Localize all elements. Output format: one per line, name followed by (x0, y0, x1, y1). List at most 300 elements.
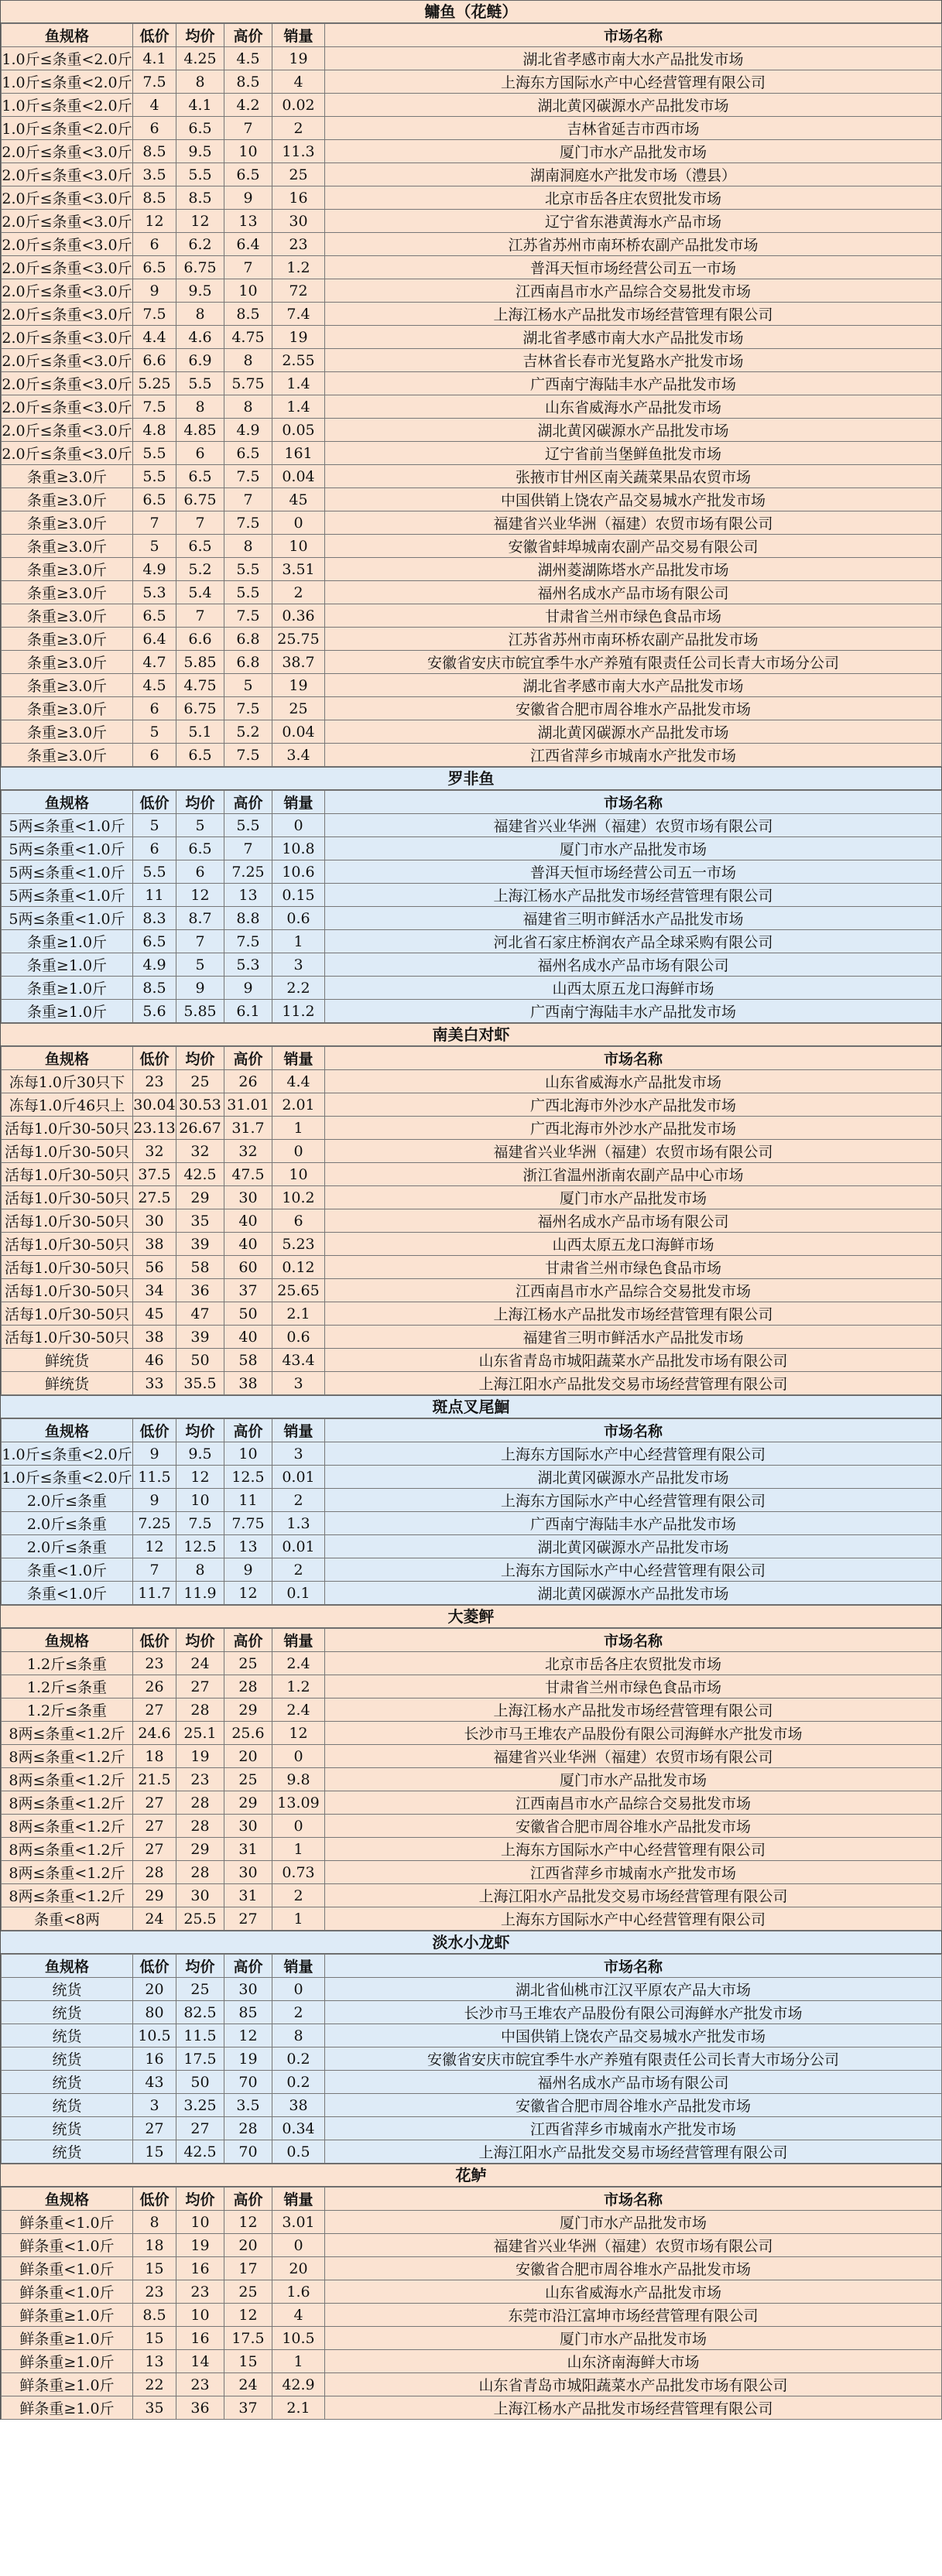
market-name-cell: 安徽省合肥市周谷堆水产品批发市场 (325, 697, 942, 720)
fish-spec-cell: 活每1.0斤30-50只 (2, 1117, 133, 1140)
low-price-cell: 28 (133, 1861, 176, 1884)
market-name-cell: 上海江阳水产品批发交易市场经营管理有限公司 (325, 1372, 942, 1395)
avg-price-cell: 7 (176, 604, 224, 628)
low-price-cell: 8.5 (133, 140, 176, 163)
volume-cell: 0.6 (272, 907, 325, 930)
table-row (2, 860, 942, 884)
low-price-cell: 12 (133, 210, 176, 233)
high-price-cell: 6.8 (224, 651, 272, 674)
fish-spec-cell: 1.0斤≤条重<2.0斤 (2, 70, 133, 94)
table-row (2, 1140, 942, 1163)
market-name-cell: 厦门市水产品批发市场 (325, 140, 942, 163)
avg-price-cell: 25 (176, 1070, 224, 1093)
market-name-cell: 安徽省安庆市皖宜季牛水产养殖有限责任公司长青大市场分公司 (325, 651, 942, 674)
avg-price-cell: 28 (176, 1815, 224, 1838)
low-price-cell: 6.5 (133, 604, 176, 628)
volume-cell: 25.65 (272, 1279, 325, 1302)
table-header-row (2, 1419, 942, 1442)
fish-spec-cell: 冻每1.0斤30只下 (2, 1070, 133, 1093)
high-price-cell: 7.5 (224, 744, 272, 767)
avg-price-cell: 42.5 (176, 1163, 224, 1186)
market-name-cell: 上海江阳水产品批发交易市场经营管理有限公司 (325, 2140, 942, 2164)
low-price-cell: 9 (133, 1442, 176, 1466)
high-price-cell: 5.5 (224, 558, 272, 581)
low-price-cell: 23 (133, 2280, 176, 2304)
avg-price-cell: 8.7 (176, 907, 224, 930)
low-price-cell: 18 (133, 1745, 176, 1768)
market-name-cell: 上海东方国际水产中心经营管理有限公司 (325, 1907, 942, 1931)
high-price-cell: 31 (224, 1838, 272, 1861)
volume-cell: 10.8 (272, 837, 325, 860)
table-row (2, 1256, 942, 1279)
avg-price-cell: 24 (176, 1652, 224, 1675)
price-table (1, 1046, 942, 1395)
avg-price-header: 均价 (176, 24, 224, 47)
spec-header: 鱼规格 (2, 1047, 133, 1070)
market-name-cell: 山东省威海水产品批发市场 (325, 2280, 942, 2304)
volume-cell: 7.4 (272, 303, 325, 326)
table-row (2, 2304, 942, 2327)
fish-spec-cell: 2.0斤≤条重<3.0斤 (2, 233, 133, 256)
low-price-cell: 6.5 (133, 930, 176, 953)
market-name-cell: 江西南昌市水产品综合交易批发市场 (325, 279, 942, 303)
market-name-cell: 广西南宁海陆丰水产品批发市场 (325, 1512, 942, 1535)
avg-price-cell: 25.5 (176, 1907, 224, 1931)
volume-cell: 10.6 (272, 860, 325, 884)
low-price-cell: 5 (133, 535, 176, 558)
market-name-cell: 湖北黄冈碳源水产品批发市场 (325, 1582, 942, 1605)
high-price-cell: 50 (224, 1302, 272, 1326)
low-price-cell: 6 (133, 837, 176, 860)
table-row (2, 1815, 942, 1838)
high-price-cell: 13 (224, 210, 272, 233)
volume-cell: 38.7 (272, 651, 325, 674)
high-price-cell: 7 (224, 837, 272, 860)
fish-spec-cell: 1.0斤≤条重<2.0斤 (2, 117, 133, 140)
fish-spec-cell: 活每1.0斤30-50只 (2, 1302, 133, 1326)
fish-spec-cell: 2.0斤≤条重<3.0斤 (2, 279, 133, 303)
fish-spec-cell: 鲜条重≥1.0斤 (2, 2327, 133, 2350)
market-name-cell: 江西省萍乡市城南水产批发市场 (325, 1861, 942, 1884)
high-price-cell: 24 (224, 2373, 272, 2396)
avg-price-cell: 12.5 (176, 1535, 224, 1558)
high-price-cell: 4.9 (224, 419, 272, 442)
low-price-cell: 27 (133, 1791, 176, 1815)
volume-header: 销量 (272, 1955, 325, 1978)
fish-spec-cell: 活每1.0斤30-50只 (2, 1209, 133, 1233)
spec-header: 鱼规格 (2, 1419, 133, 1442)
high-price-cell: 7.5 (224, 930, 272, 953)
volume-cell: 38 (272, 2094, 325, 2117)
fish-spec-cell: 条重≥1.0斤 (2, 930, 133, 953)
market-name-cell: 辽宁省前当堡鲜鱼批发市场 (325, 442, 942, 465)
market-name-cell: 山西太原五龙口海鲜市场 (325, 977, 942, 1000)
table-row (2, 1861, 942, 1884)
table-row (2, 326, 942, 349)
low-price-cell: 7.5 (133, 395, 176, 419)
table-row (2, 1838, 942, 1861)
volume-cell: 5.23 (272, 1233, 325, 1256)
volume-header: 销量 (272, 24, 325, 47)
avg-price-cell: 6.75 (176, 697, 224, 720)
high-price-cell: 70 (224, 2071, 272, 2094)
avg-price-cell: 8 (176, 303, 224, 326)
table-row (2, 2071, 942, 2094)
volume-cell: 3.4 (272, 744, 325, 767)
avg-price-header: 均价 (176, 1955, 224, 1978)
market-name-cell: 普洱天恒市场经营公司五一市场 (325, 860, 942, 884)
low-price-cell: 7 (133, 1558, 176, 1582)
avg-price-cell: 19 (176, 2234, 224, 2257)
table-row (2, 907, 942, 930)
market-name-cell: 福建省兴业华洲（福建）农贸市场有限公司 (325, 2234, 942, 2257)
table-row (2, 186, 942, 210)
table-row (2, 697, 942, 720)
avg-price-cell: 8 (176, 1558, 224, 1582)
avg-price-cell: 35.5 (176, 1372, 224, 1395)
fish-spec-cell: 条重≥3.0斤 (2, 558, 133, 581)
high-price-cell: 60 (224, 1256, 272, 1279)
price-section (1, 1395, 941, 1605)
avg-price-header: 均价 (176, 1629, 224, 1652)
volume-cell: 11.2 (272, 1000, 325, 1023)
high-price-header: 高价 (224, 1629, 272, 1652)
volume-cell: 10.2 (272, 1186, 325, 1209)
low-price-cell: 9 (133, 1489, 176, 1512)
market-name-cell: 湖北黄冈碳源水产品批发市场 (325, 419, 942, 442)
high-price-cell: 8.5 (224, 303, 272, 326)
volume-cell: 0.2 (272, 2071, 325, 2094)
high-price-cell: 5 (224, 674, 272, 697)
table-row (2, 1768, 942, 1791)
low-price-cell: 4.5 (133, 674, 176, 697)
fish-spec-cell: 条重≥3.0斤 (2, 465, 133, 488)
fish-spec-cell: 2.0斤≤条重<3.0斤 (2, 256, 133, 279)
table-row (2, 651, 942, 674)
volume-cell: 0 (272, 814, 325, 837)
volume-cell: 19 (272, 674, 325, 697)
volume-cell: 30 (272, 210, 325, 233)
high-price-cell: 30 (224, 1978, 272, 2001)
avg-price-header: 均价 (176, 2188, 224, 2211)
low-price-cell: 7.5 (133, 70, 176, 94)
volume-cell: 19 (272, 47, 325, 70)
high-price-header: 高价 (224, 2188, 272, 2211)
avg-price-cell: 14 (176, 2350, 224, 2373)
price-table (1, 1628, 942, 1931)
avg-price-cell: 11.9 (176, 1582, 224, 1605)
high-price-header: 高价 (224, 791, 272, 814)
price-table (1, 1954, 942, 2164)
table-row (2, 140, 942, 163)
market-name-cell: 上海江杨水产品批发市场经营管理有限公司 (325, 1699, 942, 1722)
low-price-cell: 5.6 (133, 1000, 176, 1023)
low-price-cell: 18 (133, 2234, 176, 2257)
volume-cell: 0 (272, 2234, 325, 2257)
table-row (2, 884, 942, 907)
volume-cell: 4 (272, 70, 325, 94)
fish-spec-cell: 2.0斤≤条重<3.0斤 (2, 303, 133, 326)
high-price-cell: 10 (224, 279, 272, 303)
low-price-cell: 4.4 (133, 326, 176, 349)
avg-price-cell: 47 (176, 1302, 224, 1326)
table-row (2, 1535, 942, 1558)
low-price-cell: 11.5 (133, 1466, 176, 1489)
volume-cell: 1.4 (272, 395, 325, 419)
fish-spec-cell: 条重≥3.0斤 (2, 511, 133, 535)
market-name-cell: 山西太原五龙口海鲜市场 (325, 1233, 942, 1256)
table-row (2, 720, 942, 744)
high-price-cell: 37 (224, 1279, 272, 1302)
high-price-cell: 70 (224, 2140, 272, 2164)
table-header-row (2, 791, 942, 814)
table-row (2, 511, 942, 535)
high-price-cell: 5.5 (224, 581, 272, 604)
low-price-cell: 16 (133, 2047, 176, 2071)
fish-spec-cell: 鲜条重≥1.0斤 (2, 2373, 133, 2396)
avg-price-cell: 19 (176, 1745, 224, 1768)
avg-price-cell: 10 (176, 2304, 224, 2327)
market-name-cell: 上海东方国际水产中心经营管理有限公司 (325, 70, 942, 94)
high-price-cell: 31.7 (224, 1117, 272, 1140)
avg-price-cell: 4.6 (176, 326, 224, 349)
volume-cell: 25.75 (272, 628, 325, 651)
high-price-cell: 28 (224, 2117, 272, 2140)
volume-cell: 4.4 (272, 1070, 325, 1093)
high-price-cell: 29 (224, 1699, 272, 1722)
fish-spec-cell: 鲜条重≥1.0斤 (2, 2304, 133, 2327)
table-row (2, 1000, 942, 1023)
avg-price-cell: 6.75 (176, 256, 224, 279)
volume-cell: 6 (272, 1209, 325, 1233)
market-name-cell: 上海江杨水产品批发市场经营管理有限公司 (325, 884, 942, 907)
market-header: 市场名称 (325, 1955, 942, 1978)
high-price-cell: 20 (224, 2234, 272, 2257)
low-price-cell: 6.4 (133, 628, 176, 651)
volume-cell: 3 (272, 1442, 325, 1466)
fish-spec-cell: 5两≤条重<1.0斤 (2, 907, 133, 930)
spec-header: 鱼规格 (2, 1629, 133, 1652)
high-price-cell: 29 (224, 1791, 272, 1815)
market-header: 市场名称 (325, 1419, 942, 1442)
fish-spec-cell: 2.0斤≤条重<3.0斤 (2, 442, 133, 465)
high-price-cell: 12 (224, 2211, 272, 2234)
price-table (1, 1418, 942, 1605)
table-row (2, 465, 942, 488)
section-title: 淡水小龙虾 (1, 1931, 941, 1954)
market-name-cell: 福建省三明市鲜活水产品批发市场 (325, 1326, 942, 1349)
table-row (2, 2327, 942, 2350)
fish-spec-cell: 8两≤条重<1.2斤 (2, 1745, 133, 1768)
low-price-header: 低价 (133, 1047, 176, 1070)
avg-price-cell: 7.5 (176, 1512, 224, 1535)
avg-price-cell: 10 (176, 2211, 224, 2234)
low-price-cell: 9 (133, 279, 176, 303)
high-price-cell: 30 (224, 1815, 272, 1838)
high-price-cell: 6.5 (224, 163, 272, 186)
market-name-cell: 福州名成水产品市场有限公司 (325, 1209, 942, 1233)
fish-spec-cell: 8两≤条重<1.2斤 (2, 1815, 133, 1838)
volume-cell: 10 (272, 1163, 325, 1186)
volume-cell: 0.04 (272, 720, 325, 744)
high-price-cell: 31 (224, 1884, 272, 1907)
fish-spec-cell: 条重≥1.0斤 (2, 953, 133, 977)
fish-spec-cell: 统货 (2, 2071, 133, 2094)
table-row (2, 2373, 942, 2396)
fish-spec-cell: 鲜条重<1.0斤 (2, 2234, 133, 2257)
fish-spec-cell: 活每1.0斤30-50只 (2, 1186, 133, 1209)
volume-cell: 42.9 (272, 2373, 325, 2396)
volume-cell: 0 (272, 1745, 325, 1768)
market-name-cell: 中国供销上饶农产品交易城水产批发市场 (325, 488, 942, 511)
fish-spec-cell: 条重<8两 (2, 1907, 133, 1931)
high-price-cell: 47.5 (224, 1163, 272, 1186)
high-price-cell: 17 (224, 2257, 272, 2280)
market-name-cell: 甘肃省兰州市绿色食品市场 (325, 1675, 942, 1699)
volume-header: 销量 (272, 1047, 325, 1070)
high-price-cell: 5.5 (224, 814, 272, 837)
fish-spec-cell: 2.0斤≤条重<3.0斤 (2, 419, 133, 442)
price-section (1, 1931, 941, 2164)
table-row (2, 1279, 942, 1302)
low-price-cell: 4.9 (133, 953, 176, 977)
fish-spec-cell: 8两≤条重<1.2斤 (2, 1861, 133, 1884)
avg-price-cell: 4.25 (176, 47, 224, 70)
high-price-cell: 5.75 (224, 372, 272, 395)
fish-spec-cell: 条重≥3.0斤 (2, 581, 133, 604)
avg-price-cell: 11.5 (176, 2024, 224, 2047)
table-row (2, 1558, 942, 1582)
table-row (2, 70, 942, 94)
high-price-cell: 9 (224, 186, 272, 210)
volume-cell: 0.73 (272, 1861, 325, 1884)
low-price-cell: 35 (133, 2396, 176, 2420)
low-price-cell: 5.3 (133, 581, 176, 604)
low-price-cell: 12 (133, 1535, 176, 1558)
fish-spec-cell: 1.0斤≤条重<2.0斤 (2, 47, 133, 70)
high-price-cell: 30 (224, 1861, 272, 1884)
volume-cell: 13.09 (272, 1791, 325, 1815)
high-price-cell: 6.8 (224, 628, 272, 651)
avg-price-cell: 36 (176, 2396, 224, 2420)
avg-price-cell: 23 (176, 2373, 224, 2396)
fish-spec-cell: 统货 (2, 2094, 133, 2117)
volume-cell: 2.4 (272, 1699, 325, 1722)
volume-cell: 1.3 (272, 1512, 325, 1535)
avg-price-cell: 5.5 (176, 372, 224, 395)
table-row (2, 1582, 942, 1605)
table-row (2, 1209, 942, 1233)
avg-price-cell: 28 (176, 1699, 224, 1722)
table-row (2, 2257, 942, 2280)
high-price-cell: 7 (224, 488, 272, 511)
avg-price-cell: 12 (176, 210, 224, 233)
volume-cell: 2 (272, 2001, 325, 2024)
high-price-cell: 28 (224, 1675, 272, 1699)
volume-header: 销量 (272, 2188, 325, 2211)
market-name-cell: 长沙市马王堆农产品股份有限公司海鲜水产批发市场 (325, 2001, 942, 2024)
volume-cell: 12 (272, 1722, 325, 1745)
avg-price-cell: 16 (176, 2257, 224, 2280)
low-price-cell: 3.5 (133, 163, 176, 186)
table-header-row (2, 1047, 942, 1070)
low-price-cell: 43 (133, 2071, 176, 2094)
avg-price-cell: 6.5 (176, 535, 224, 558)
price-table (1, 790, 942, 1023)
high-price-cell: 4.75 (224, 326, 272, 349)
table-row (2, 628, 942, 651)
high-price-cell: 7 (224, 117, 272, 140)
fish-spec-cell: 统货 (2, 2140, 133, 2164)
low-price-cell: 24 (133, 1907, 176, 1931)
market-name-cell: 湖北黄冈碳源水产品批发市场 (325, 94, 942, 117)
low-price-header: 低价 (133, 2188, 176, 2211)
low-price-cell: 27 (133, 1699, 176, 1722)
table-row (2, 395, 942, 419)
table-row (2, 674, 942, 697)
table-row (2, 210, 942, 233)
table-row (2, 419, 942, 442)
table-row (2, 1978, 942, 2001)
low-price-cell: 27 (133, 1815, 176, 1838)
table-row (2, 372, 942, 395)
low-price-cell: 15 (133, 2140, 176, 2164)
avg-price-cell: 5.1 (176, 720, 224, 744)
table-row (2, 535, 942, 558)
table-row (2, 2140, 942, 2164)
market-name-cell: 甘肃省兰州市绿色食品市场 (325, 604, 942, 628)
fish-spec-cell: 统货 (2, 1978, 133, 2001)
market-name-cell: 安徽省合肥市周谷堆水产品批发市场 (325, 2257, 942, 2280)
market-name-cell: 吉林省长春市光复路水产批发市场 (325, 349, 942, 372)
market-name-cell: 安徽省合肥市周谷堆水产品批发市场 (325, 1815, 942, 1838)
table-row (2, 2117, 942, 2140)
avg-price-cell: 17.5 (176, 2047, 224, 2071)
table-row (2, 117, 942, 140)
table-row (2, 2280, 942, 2304)
low-price-cell: 80 (133, 2001, 176, 2024)
spec-header: 鱼规格 (2, 2188, 133, 2211)
high-price-cell: 40 (224, 1326, 272, 1349)
high-price-cell: 13 (224, 1535, 272, 1558)
high-price-cell: 38 (224, 1372, 272, 1395)
low-price-cell: 8.3 (133, 907, 176, 930)
table-row (2, 1117, 942, 1140)
table-row (2, 349, 942, 372)
volume-cell: 19 (272, 326, 325, 349)
fish-spec-cell: 鲜条重≥1.0斤 (2, 2396, 133, 2420)
low-price-cell: 10.5 (133, 2024, 176, 2047)
market-name-cell: 湖北黄冈碳源水产品批发市场 (325, 720, 942, 744)
avg-price-cell: 6.5 (176, 837, 224, 860)
volume-cell: 25 (272, 697, 325, 720)
low-price-cell: 5 (133, 720, 176, 744)
low-price-cell: 38 (133, 1326, 176, 1349)
avg-price-cell: 39 (176, 1326, 224, 1349)
fish-spec-cell: 鲜条重<1.0斤 (2, 2211, 133, 2234)
table-row (2, 1070, 942, 1093)
low-price-header: 低价 (133, 1955, 176, 1978)
volume-cell: 1.6 (272, 2280, 325, 2304)
volume-cell: 0 (272, 1140, 325, 1163)
spec-header: 鱼规格 (2, 24, 133, 47)
fish-spec-cell: 8两≤条重<1.2斤 (2, 1768, 133, 1791)
avg-price-cell: 10 (176, 1489, 224, 1512)
volume-cell: 2 (272, 1558, 325, 1582)
fish-spec-cell: 1.0斤≤条重<2.0斤 (2, 1442, 133, 1466)
low-price-cell: 30.04 (133, 1093, 176, 1117)
section-title: 南美白对虾 (1, 1023, 941, 1046)
